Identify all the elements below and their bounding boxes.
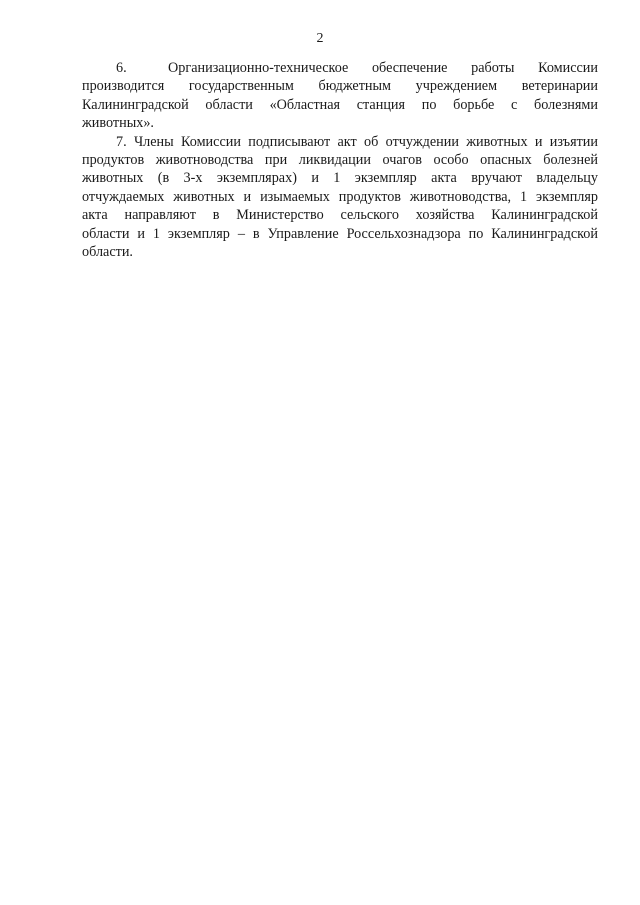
- text-line: Калининградской области «Областная станция по борьбе с болезнями: [82, 96, 598, 113]
- page-number: 2: [316, 31, 324, 46]
- text-line: отчуждаемых животных и изымаемых продуктов животноводства, 1 экземпляр: [82, 188, 598, 205]
- text-line: производится государственным бюджетным учреждением ветеринарии: [82, 78, 598, 95]
- paragraph-6: [82, 59, 598, 133]
- text-line: акта направляют в Министерство сельского хозяйства Калининградской: [82, 207, 598, 224]
- text-line: 7. Члены Комиссии подписывают акт об отчуждении животных и изъятии: [116, 133, 598, 150]
- text-line: области.: [82, 244, 133, 261]
- text-line: 6. Организационно-техническое обеспечение работы Комиссии: [116, 60, 598, 76]
- text-line: животных (в 3-х экземплярах) и 1 экземпляр акта вручают владельцу: [82, 170, 598, 187]
- document-body: [82, 59, 598, 261]
- text-line: области и 1 экземпляр – в Управление Россельхознадзора по Калининградской: [82, 225, 598, 242]
- text-line: животных».: [82, 115, 154, 132]
- paragraph-7: [82, 133, 598, 262]
- text-line: продуктов животноводства при ликвидации очагов особо опасных болезней: [82, 152, 598, 169]
